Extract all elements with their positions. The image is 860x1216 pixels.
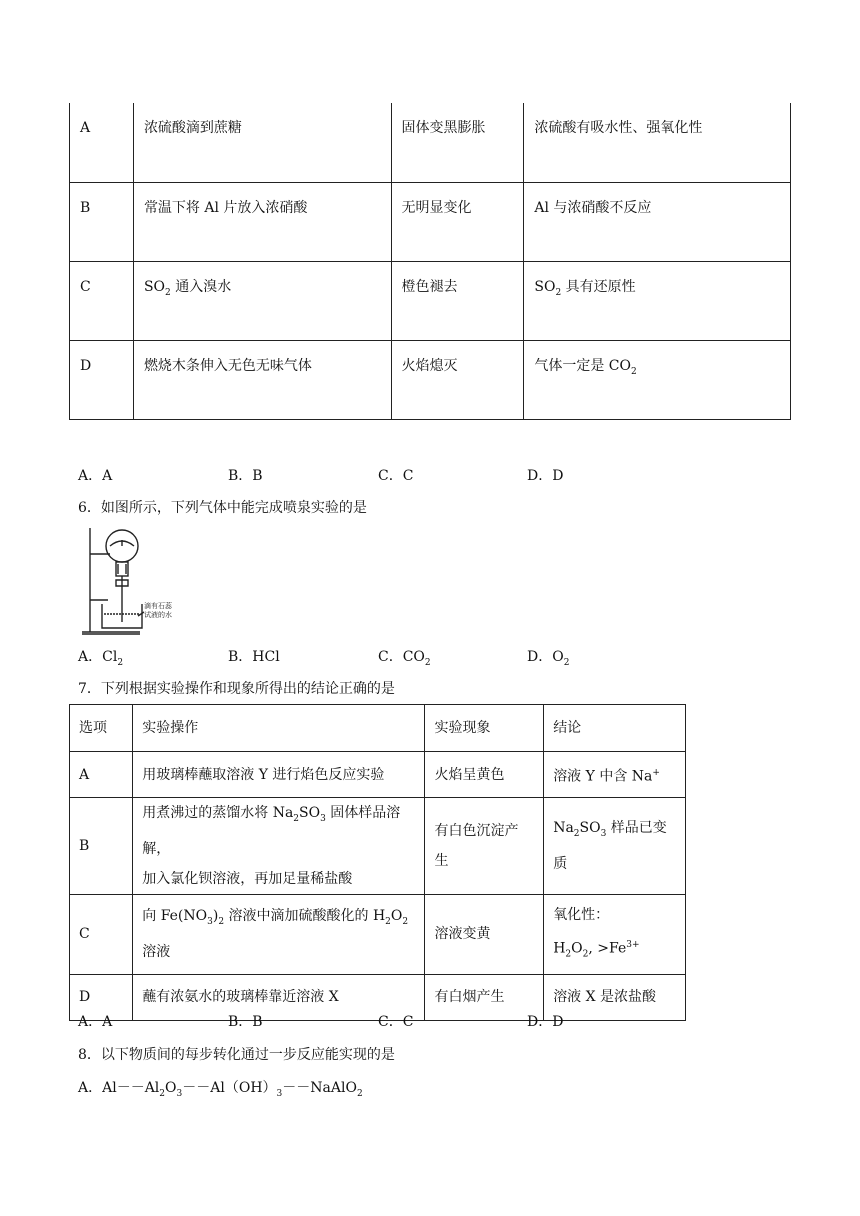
option-d[interactable]: D．$O_2$ xyxy=(527,649,570,668)
operation-cell: 向 $Fe(NO_3)_2$ 溶液中滴加硫酸酸化的 $H_2O_2$ 溶液 xyxy=(133,894,425,974)
conclusion-cell: 气体一定是 $CO_2$ xyxy=(524,340,791,419)
row-label: B xyxy=(70,182,134,261)
table-row xyxy=(70,103,791,182)
option-b[interactable]: B．B xyxy=(228,1014,263,1030)
option-b[interactable]: B．B xyxy=(228,468,263,484)
question-7-stem: 7．下列根据实验操作和现象所得出的结论正确的是 xyxy=(78,681,395,697)
header-phenomenon: 实验现象 xyxy=(425,705,544,752)
figure-label-2: 试液的水 xyxy=(144,611,172,619)
operation-cell: 蘸有浓氨水的玻璃棒靠近溶液 X xyxy=(133,974,425,1020)
q8-option-a[interactable]: A．$Al--Al_2O_3--Al(OH)_3--NaAlO_2$ xyxy=(78,1080,363,1099)
experiment-table-q5 xyxy=(69,103,791,420)
operation-cell: 浓硫酸滴到蔗糖 xyxy=(133,103,391,182)
phenomenon-cell: 无明显变化 xyxy=(391,182,524,261)
option-d[interactable]: D．D xyxy=(527,468,564,484)
phenomenon-cell: 溶液变黄 xyxy=(425,894,544,974)
row-label: C xyxy=(70,894,133,974)
header-operation: 实验操作 xyxy=(133,705,425,752)
operation-cell: 用煮沸过的蒸馏水将 $Na_2SO_3$ 固体样品溶解， 加入氯化钡溶液，再加足量稀盐酸 xyxy=(133,798,425,895)
operation-cell: $SO_2$ 通入溴水 xyxy=(133,261,391,340)
fountain-experiment-figure xyxy=(80,524,192,636)
option-c[interactable]: C．C xyxy=(378,1014,414,1030)
phenomenon-cell: 固体变黑膨胀 xyxy=(391,103,524,182)
table-row xyxy=(70,182,791,261)
experiment-table-q7 xyxy=(69,704,686,1021)
option-a[interactable]: A．A xyxy=(78,468,113,484)
table-row xyxy=(70,340,791,419)
table-row xyxy=(70,798,686,895)
row-label: C xyxy=(70,261,134,340)
operation-cell: 燃烧木条伸入无色无味气体 xyxy=(133,340,391,419)
operation-cell: 用玻璃棒蘸取溶液 Y 进行焰色反应实验 xyxy=(133,752,425,798)
row-label: D xyxy=(70,340,134,419)
phenomenon-cell: 有白色沉淀产 生 xyxy=(425,798,544,895)
header-conclusion: 结论 xyxy=(544,705,686,752)
phenomenon-cell: 有白烟产生 xyxy=(425,974,544,1020)
phenomenon-cell: 橙色褪去 xyxy=(391,261,524,340)
phenomenon-cell: 火焰呈黄色 xyxy=(425,752,544,798)
option-c[interactable]: C．C xyxy=(378,468,414,484)
option-d[interactable]: D．D xyxy=(527,1014,564,1030)
operation-cell: 常温下将 Al 片放入浓硝酸 xyxy=(133,182,391,261)
question-8-stem: 8．以下物质间的每步转化通过一步反应能实现的是 xyxy=(78,1047,395,1063)
row-label: A xyxy=(70,752,133,798)
table-row xyxy=(70,894,686,974)
header-option: 选项 xyxy=(70,705,133,752)
figure-label-1: 滴有石蕊 xyxy=(144,602,172,610)
conclusion-cell: 溶液 X 是浓盐酸 xyxy=(544,974,686,1020)
question-6-stem: 6．如图所示，下列气体中能完成喷泉实验的是 xyxy=(78,500,367,516)
table-header-row xyxy=(70,705,686,752)
row-label: D xyxy=(70,974,133,1020)
conclusion-cell: 浓硫酸有吸水性、强氧化性 xyxy=(524,103,791,182)
table-row xyxy=(70,261,791,340)
option-b[interactable]: B．HCl xyxy=(228,649,280,665)
conclusion-cell: 氧化性： $H_2O_2$, $>Fe^{3+}$ xyxy=(544,894,686,974)
row-label: B xyxy=(70,798,133,895)
conclusion-cell: $Na_2SO_3$ 样品已变 质 xyxy=(544,798,686,895)
option-a[interactable]: A．A xyxy=(78,1014,113,1030)
conclusion-cell: 溶液 Y 中含 Na+ xyxy=(544,752,686,798)
conclusion-cell: $SO_2$ 具有还原性 xyxy=(524,261,791,340)
row-label: A xyxy=(70,103,134,182)
phenomenon-cell: 火焰熄灭 xyxy=(391,340,524,419)
option-a[interactable]: A．$Cl_2$ xyxy=(78,649,124,668)
option-c[interactable]: C．$CO_2$ xyxy=(378,649,431,668)
table-row xyxy=(70,752,686,798)
conclusion-cell: Al 与浓硝酸不反应 xyxy=(524,182,791,261)
